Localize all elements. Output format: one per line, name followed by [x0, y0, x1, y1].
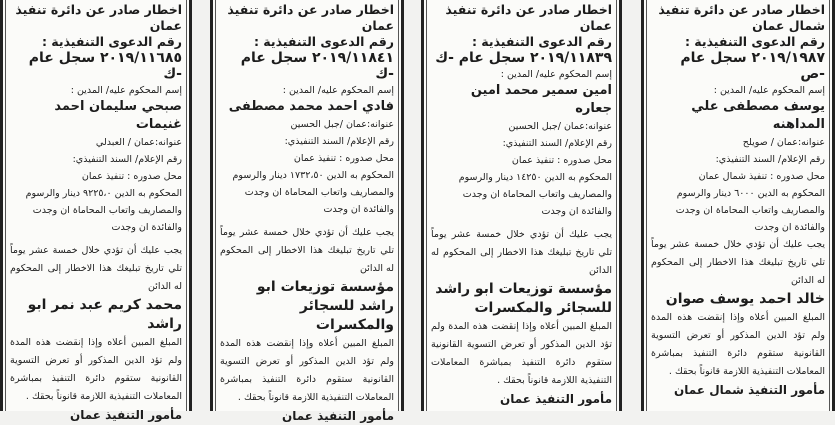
- amount: المحكوم به الدين ٩٢٢٥،٠ دينار والرسوم: [25, 188, 182, 199]
- fees: والمصاريف واتعاب المحاماة ان وجدت: [32, 205, 182, 216]
- debtor-label: إسم المحكوم عليه/ المدين :: [70, 85, 182, 96]
- issue-place: محل صدوره : تنفيذ عمان: [81, 171, 182, 182]
- warning-text: يجب عليك أن تؤدي خلال خمسة عشر يوماً تلي تاريخ تبليغك هذا الاخطار إلى المحكوم له الدائن: [431, 229, 612, 276]
- closing-text: المبلغ المبين أعلاه وإذا إنقضت هذه المدة ولم تؤد الدين المذكور أو تعرض التسوية القانونية ستقوم دائرة التنفيذ بمباشرة المعاملات التنفيذية اللازمة قانوناً بحقك .: [431, 321, 612, 386]
- case-label: رقم الدعوى التنفيذية :: [684, 34, 825, 49]
- signature: مأمور التنفيذ عمان: [499, 392, 612, 406]
- case-label: رقم الدعوى التنفيذية :: [253, 34, 394, 49]
- notice-1: [0, 0, 192, 422]
- closing-text: المبلغ المبين أعلاه وإذا إنقضت هذه المدة ولم تؤد الدين المذكور أو تعرض التسوية القانونية ستقوم دائرة التنفيذ بمباشرة المعاملات التنفيذية اللازمة قانوناً بحقك .: [220, 338, 394, 403]
- debtor-name: صبحي سليمان احمد غنيمات: [54, 99, 182, 132]
- case-number: ٢٠١٩/١١٦٨٥ سجل عام -ك: [28, 50, 182, 82]
- creditor-name: خالد احمد يوسف صوان: [665, 291, 825, 307]
- fees: والمصاريف واتعاب المحاماة ان وجدت: [675, 205, 825, 216]
- instrument: رقم الإعلام/ السند التنفيذي:: [72, 154, 182, 165]
- notice-title-cont: شمال عمان: [752, 18, 825, 33]
- address: عنوانه:عمان /جبل الحسين: [508, 121, 612, 132]
- notice-3: [421, 0, 622, 411]
- signature: مأمور التنفيذ شمال عمان: [674, 383, 825, 397]
- fees: والمصاريف واتعاب المحاماة ان وجدت: [462, 189, 612, 200]
- issue-place: محل صدوره : تنفيذ شمال عمان: [698, 171, 825, 182]
- interest: والفائدة ان وجدت: [111, 222, 182, 233]
- notice-header: [10, 2, 182, 82]
- debtor-label: إسم المحكوم عليه/ المدين :: [713, 85, 825, 96]
- amount: المحكوم به الدين ٦٠٠٠ دينار والرسوم: [676, 188, 825, 199]
- warning-text: يجب عليك أن تؤدي خلال خمسة عشر يوماً تلي تاريخ تبليغك هذا الاخطار إلى المحكوم له الدائن: [651, 239, 825, 286]
- instrument: رقم الإعلام/ السند التنفيذي:: [502, 138, 612, 149]
- closing-text: المبلغ المبين أعلاه وإذا إنقضت هذه المدة ولم تؤد الدين المذكور أو تعرض التسوية القانونية ستقوم دائرة التنفيذ بمباشرة المعاملات التنفيذية اللازمة قانوناً بحقك .: [651, 312, 825, 377]
- debtor-name: فادي احمد محمد مصطفى: [228, 99, 394, 114]
- notice-header: [651, 2, 825, 82]
- case-number: ٢٠١٩/١١٨٤١ سجل عام -ك: [240, 50, 394, 82]
- notice-header: [220, 2, 394, 82]
- case-label: رقم الدعوى التنفيذية :: [41, 34, 182, 49]
- interest: والفائدة ان وجدت: [323, 204, 394, 215]
- instrument: رقم الإعلام/ السند التنفيذي:: [715, 154, 825, 165]
- notice-4: [641, 0, 835, 411]
- issue-place: محل صدوره : تنفيذ عمان: [511, 155, 612, 166]
- address: عنوانه:عمان /جبل الحسين: [290, 119, 394, 130]
- amount: المحكوم به الدين ١٤٢٥٠ دينار والرسوم: [458, 172, 612, 183]
- debtor-label: إسم المحكوم عليه/ المدين :: [500, 69, 612, 80]
- warning-text: يجب عليك أن تؤدي خلال خمسة عشر يوماً تلي تاريخ تبليغك هذا الاخطار إلى المحكوم له الدائن: [220, 227, 394, 274]
- amount: المحكوم به الدين ١٧٣٢،٥٠ دينار والرسوم: [232, 170, 394, 181]
- notice-title: اخطار صادر عن دائرة تنفيذ: [658, 2, 825, 17]
- debtor-name: يوسف مصطفى علي المداهنه: [691, 99, 825, 132]
- interest: والفائدة ان وجدت: [754, 222, 825, 233]
- issue-place: محل صدوره : تنفيذ عمان: [293, 153, 394, 164]
- case-number: ٢٠١٩/١٩٨٧ سجل عام -ص: [680, 50, 825, 82]
- notice-title: اخطار صادر عن دائرة تنفيذ عمان: [227, 2, 394, 33]
- creditor-name: محمد كريم عبد نمر ابو راشد: [27, 297, 182, 332]
- debtor-name: امين سمير محمد امين جعاره: [470, 83, 612, 116]
- address: عنوانه:عمان / العبدلي: [95, 137, 182, 148]
- notice-title: اخطار صادر عن دائرة تنفيذ عمان: [445, 2, 612, 33]
- address: عنوانه:عمان / صويلح: [742, 137, 825, 148]
- debtor-label: إسم المحكوم عليه/ المدين :: [282, 85, 394, 96]
- creditor-name: مؤسسة توزيعات ابو راشد للسجائر والمكسرات: [256, 279, 394, 333]
- notice-header: [431, 2, 612, 66]
- notice-title: اخطار صادر عن دائرة تنفيذ عمان: [15, 2, 182, 33]
- warning-text: يجب عليك أن تؤدي خلال خمسة عشر يوماً تلي تاريخ تبليغك هذا الاخطار إلى المحكوم له الدائن: [10, 245, 182, 292]
- fees: والمصاريف واتعاب المحاماة ان وجدت: [244, 187, 394, 198]
- creditor-name: مؤسسة توزيعات ابو راشد للسجائر والمكسرات: [435, 281, 612, 316]
- case-label: رقم الدعوى التنفيذية :: [471, 34, 612, 49]
- signature: مأمور التنفيذ عمان: [69, 408, 182, 422]
- closing-text: المبلغ المبين أعلاه وإذا إنقضت هذه المدة ولم تؤد الدين المذكور أو تعرض التسوية القانونية ستقوم دائرة التنفيذ بمباشرة المعاملات التنفيذية اللازمة قانوناً بحقك .: [10, 337, 182, 402]
- case-number: ٢٠١٩/١١٨٣٩ سجل عام -ك: [435, 50, 612, 66]
- instrument: رقم الإعلام/ السند التنفيذي:: [284, 136, 394, 147]
- interest: والفائدة ان وجدت: [541, 206, 612, 217]
- signature: مأمور التنفيذ عمان: [281, 409, 394, 423]
- notice-2: [210, 0, 404, 423]
